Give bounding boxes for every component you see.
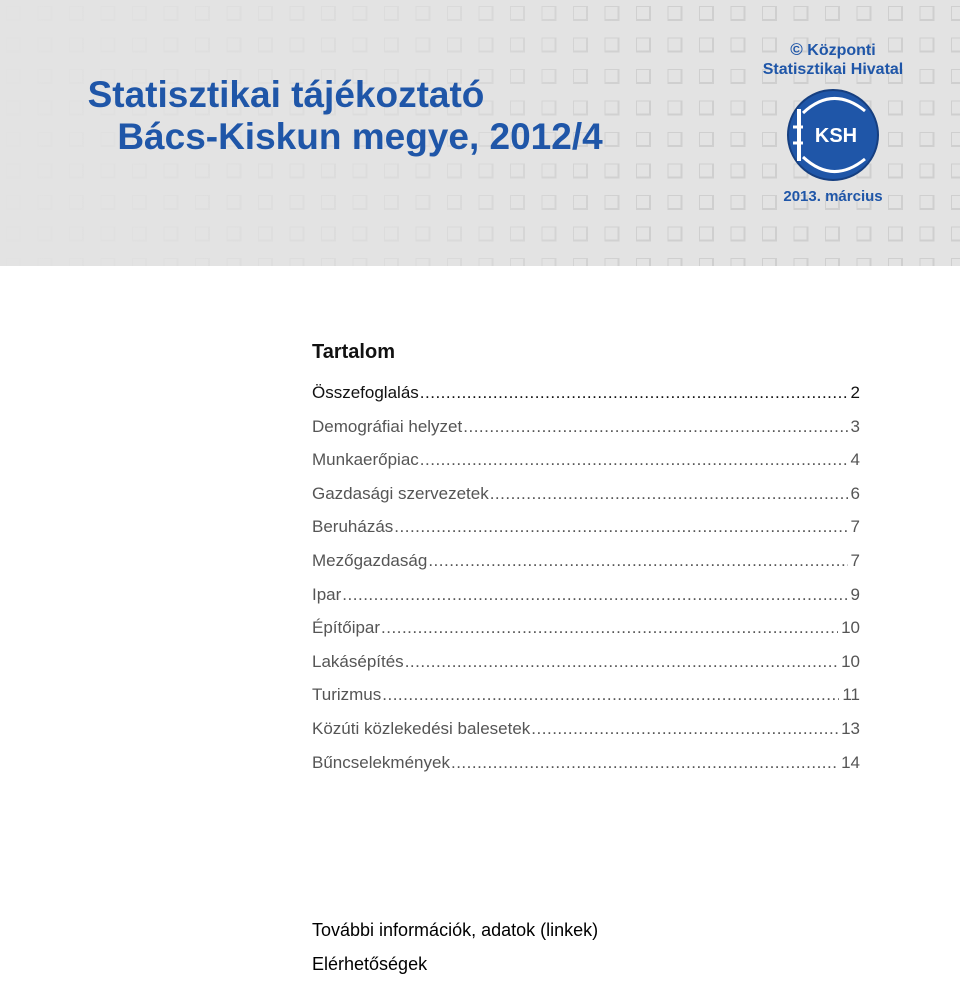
toc-item-page: 7: [850, 517, 860, 537]
toc-item-leader: [428, 551, 847, 571]
toc-item-leader: [381, 618, 838, 638]
toc-list: [312, 383, 860, 786]
toc-item-leader: [420, 383, 848, 403]
toc-item[interactable]: [312, 753, 860, 787]
toc-item-label: Összefoglalás: [312, 383, 419, 402]
toc-item-label: Munkaerőpiac: [312, 450, 419, 470]
toc-item-page: 7: [850, 550, 860, 570]
toc-item-page: 10: [841, 618, 860, 638]
toc-item-page: 4: [850, 450, 860, 470]
table-of-contents: [312, 338, 860, 786]
contacts-link[interactable]: Elérhetőségek: [312, 954, 428, 974]
page-subtitle: Bács-Kiskun megye, 2012/4: [117, 116, 603, 157]
toc-item-page: 3: [850, 416, 860, 436]
toc-item-leader: [451, 753, 838, 773]
toc-item[interactable]: [312, 383, 860, 417]
toc-item-leader: [405, 652, 838, 672]
toc-item-page: 2: [850, 383, 860, 402]
ksh-logo-icon: [785, 89, 885, 181]
toc-item-leader: [420, 450, 848, 470]
agency-line-1: Központi: [807, 42, 876, 59]
toc-item-label: Turizmus: [312, 685, 382, 705]
toc-item-label: Bűncselekmények: [312, 752, 450, 772]
toc-item-label: Közúti közlekedési balesetek: [312, 718, 531, 738]
publication-date: 2013. március: [783, 188, 883, 205]
toc-item[interactable]: [312, 719, 860, 753]
toc-item-label: Építőipar: [312, 618, 381, 638]
toc-item[interactable]: [312, 652, 860, 686]
footer-links: [312, 918, 598, 986]
agency-line-2: Statisztikai Hivatal: [762, 61, 904, 78]
toc-item-label: Lakásépítés: [312, 651, 404, 671]
logo-text: KSH: [814, 125, 858, 147]
toc-item-leader: [394, 517, 847, 537]
toc-item-leader: [342, 585, 847, 605]
toc-item-label: Demográfiai helyzet: [312, 416, 463, 436]
toc-item-leader: [531, 719, 838, 739]
toc-item[interactable]: [312, 618, 860, 652]
toc-item-leader: [490, 484, 848, 504]
page-title: Statisztikai tájékoztató: [87, 74, 485, 115]
toc-item-page: 13: [841, 718, 860, 738]
toc-title: Tartalom: [312, 341, 395, 363]
toc-item-leader: [382, 685, 839, 705]
toc-item-page: 11: [842, 685, 860, 705]
toc-item[interactable]: [312, 484, 860, 518]
copyright-icon: ©: [790, 40, 803, 59]
toc-item-label: Gazdasági szervezetek: [312, 483, 489, 503]
toc-item-page: 14: [841, 752, 860, 772]
toc-item-label: Mezőgazdaság: [312, 550, 428, 570]
toc-item-label: Ipar: [312, 584, 342, 604]
toc-item-label: Beruházás: [312, 517, 394, 537]
header-banner: [0, 0, 960, 266]
toc-item[interactable]: [312, 417, 860, 451]
toc-item[interactable]: [312, 517, 860, 551]
toc-item-page: 9: [850, 584, 860, 604]
toc-item[interactable]: [312, 450, 860, 484]
toc-item-page: 10: [841, 651, 860, 671]
toc-item-leader: [463, 417, 847, 437]
toc-item[interactable]: [312, 585, 860, 619]
toc-item-page: 6: [850, 483, 860, 503]
toc-item[interactable]: [312, 551, 860, 585]
toc-item[interactable]: [312, 685, 860, 719]
agency-name: [750, 40, 916, 79]
more-info-link[interactable]: További információk, adatok (linkek): [312, 920, 599, 940]
